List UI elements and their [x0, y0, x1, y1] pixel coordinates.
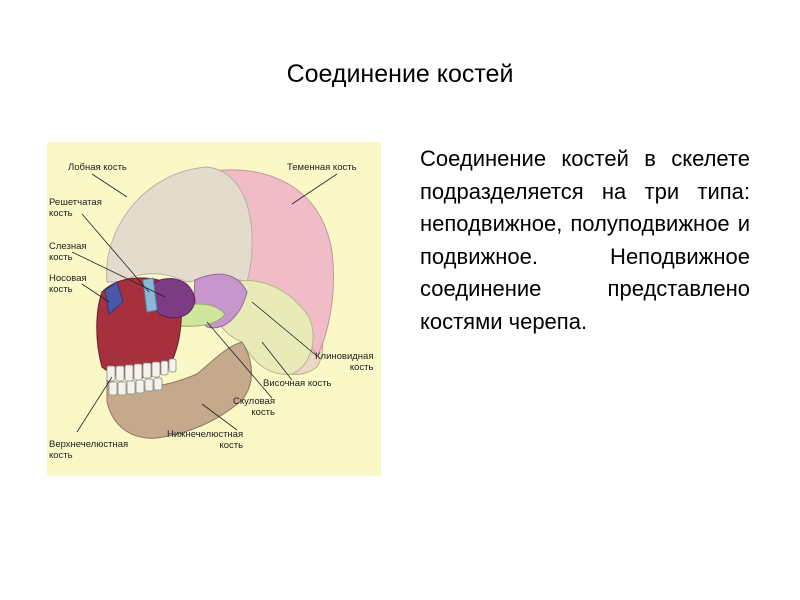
label-temporal-bone: Височная кость [263, 378, 332, 389]
label-ethmoid-line1: Решетчатая [49, 197, 102, 208]
label-lacrimal-bone [49, 241, 87, 263]
skull-diagram [47, 142, 381, 476]
label-zygomatic-line1: Скуловая [233, 396, 275, 407]
label-mandible-line2: кость [219, 440, 244, 451]
label-maxilla-bone [49, 439, 128, 461]
body-paragraph: Соединение костей в скелете подразделяется на три типа: неподвижное, полуподвижное и подвижное. Неподвижное соединение представлено костями черепа. [420, 146, 750, 334]
label-mandible-bone [167, 429, 243, 451]
label-sphenoid-line1: Клиновидная [315, 351, 374, 362]
label-maxilla-line1: Верхнечелюстная [49, 439, 129, 450]
label-parietal-bone: Теменная кость [287, 162, 357, 173]
label-sphenoid-line2: кость [349, 362, 374, 373]
label-nasal-line2: кость [49, 284, 73, 295]
skull-illustration [47, 142, 381, 476]
label-ethmoid-line2: кость [49, 208, 73, 219]
label-frontal-bone: Лобная кость [68, 162, 127, 173]
label-ethmoid-bone [49, 197, 102, 219]
label-nasal-line1: Носовая [49, 273, 87, 284]
label-lacrimal-line1: Слезная [49, 241, 87, 252]
label-zygomatic-bone [233, 396, 275, 418]
label-nasal-bone [49, 273, 87, 295]
frontal-bone [107, 167, 253, 282]
label-zygomatic-line2: кость [251, 407, 275, 418]
label-maxilla-line2: кость [49, 450, 73, 461]
label-mandible-line1: Нижнечелюстная [167, 429, 244, 440]
lacrimal-bone [152, 279, 195, 318]
label-lacrimal-line2: кость [49, 252, 73, 263]
label-sphenoid-bone [315, 351, 373, 373]
slide-title: Соединение костей [286, 60, 514, 88]
